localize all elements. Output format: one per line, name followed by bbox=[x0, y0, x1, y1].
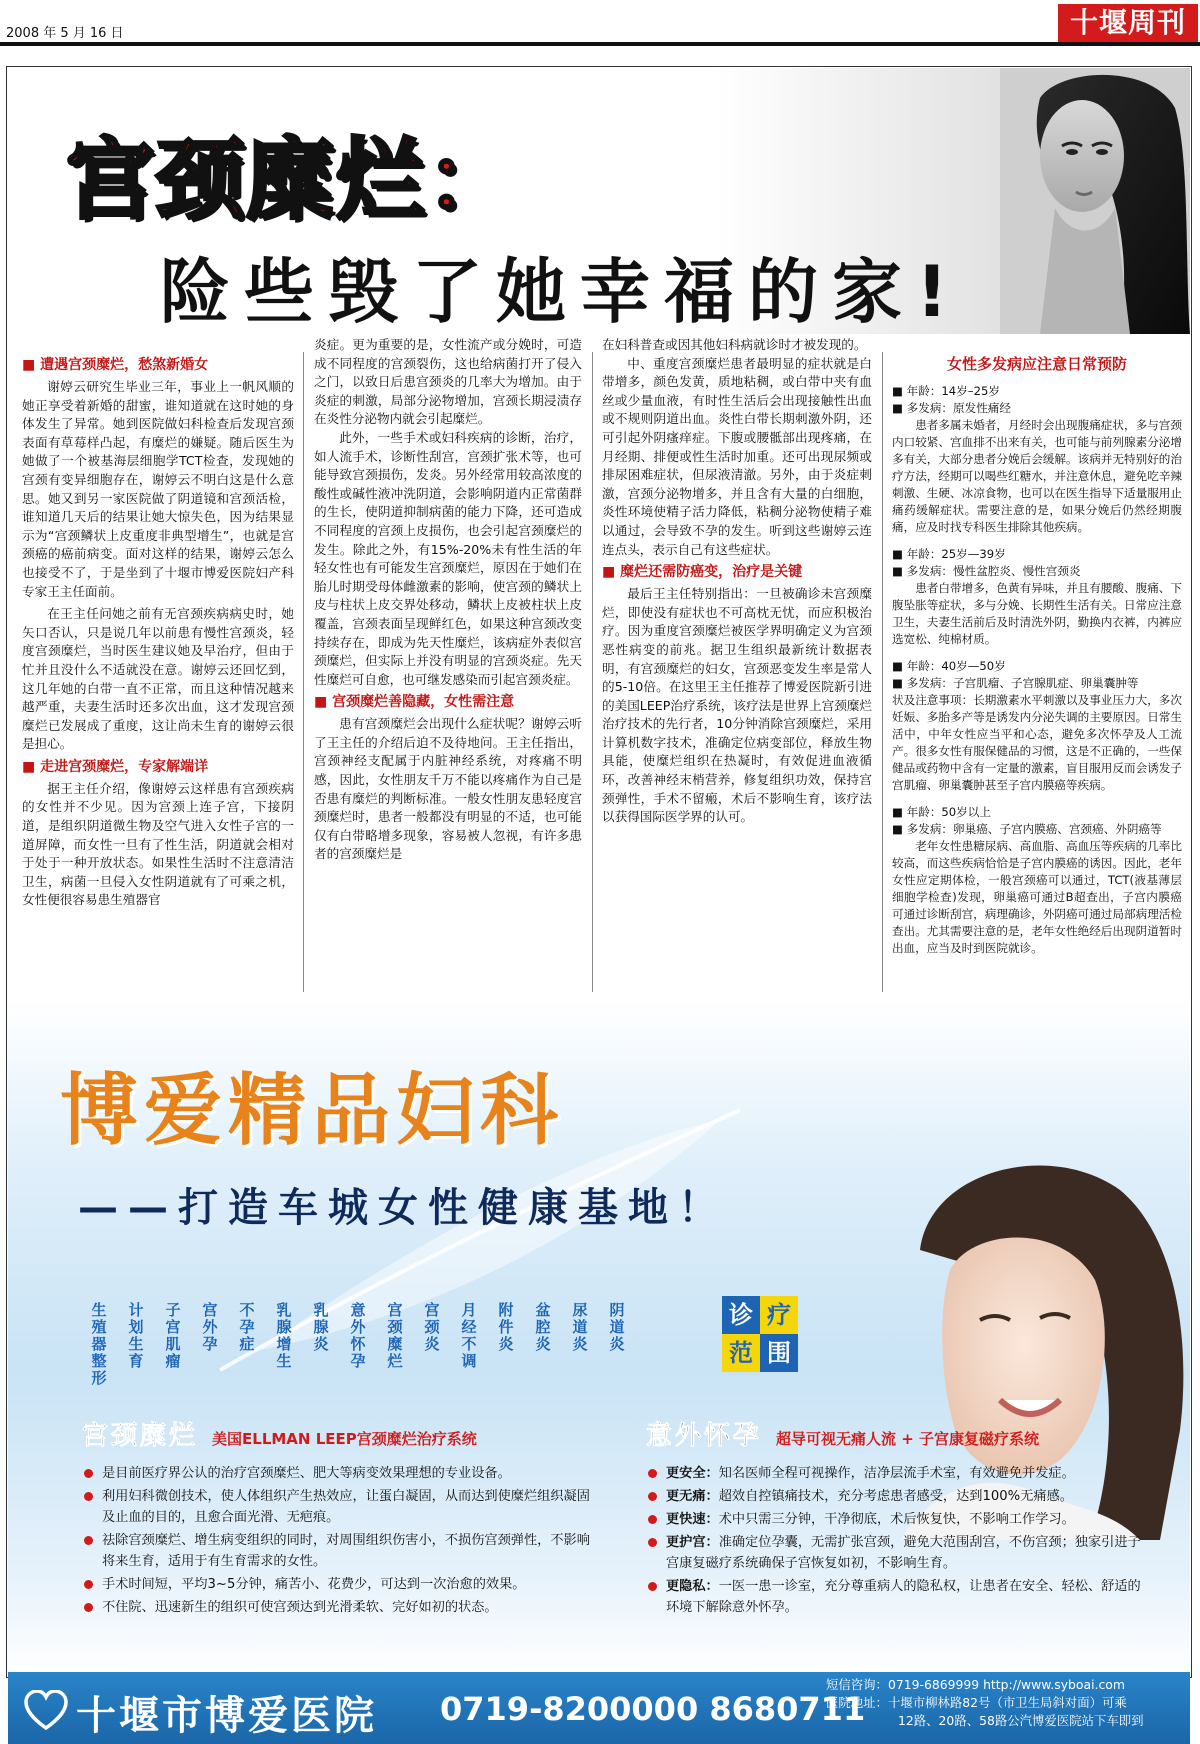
paragraph: 谢婷云研究生毕业三年，事业上一帆风顺的她正享受着新婚的甜蜜，谁知道就在这时她的身体发生了异常。她到医院做妇科检查后发现宫颈表面有草莓样凸起，有糜烂的嫌疑。随后医生为她做了一个被基海层细胞学TCT检查，发现她的宫颈有变异细胞存在，谢婷云不明白这是什么意思。她又到另一家医院做了阴道镜和宫颈活检，谁知道几天后的结果让她大惊失色，因为结果显示为“宫颈鳞状上皮重度非典型增生”，也就是宫颈癌的癌前病变。面对这样的结果，谢婷云怎么也接受不了，于是坐到了十堰市博爱医院妇产科专家王主任面前。 bbox=[22, 379, 294, 599]
service-label: 乳腺增生 bbox=[276, 1301, 292, 1370]
abortion-service-panel bbox=[646, 1421, 1146, 1620]
service-label: 不孕症 bbox=[239, 1301, 255, 1353]
paragraph: 炎症。更为重要的是，女性流产或分娩时，可造成不同程度的宫颈裂伤，这也给病菌打开了侵入之门，以致日后患宫颈炎的几率大为增加。由于炎症的刺激，局部分泌物增加，宫颈长期浸渍存在炎性分泌物内就会引起糜烂。 bbox=[314, 337, 582, 427]
column-divider bbox=[592, 352, 593, 992]
feature-value: 知名医师全程可视操作，洁净层流手术室，有效避免并发症。 bbox=[718, 1466, 1075, 1481]
service-label: 盆腔炎 bbox=[535, 1301, 551, 1353]
issue-date: 2008 年 5 月 16 日 bbox=[6, 26, 124, 41]
bus-line: 12路、20路、58路公汽博爱医院站下车即到 bbox=[898, 1713, 1144, 1728]
service-label: 宫颈炎 bbox=[424, 1301, 440, 1353]
article-column-3 bbox=[602, 336, 872, 827]
service-label: 宫颈糜烂 bbox=[387, 1301, 403, 1370]
paragraph: 在王主任问她之前有无宫颈疾病病史时，她矢口否认，只是说几年以前患有慢性宫颈炎，轻度宫颈糜烂，当时医生建议她及早治疗，但由于忙并且没什么不适就没在意。谢婷云还回忆到，这几年她的白带一直不正常，而且这种情况越来越严重，夫妻生活时还多次出血，这才发现宫颈糜烂已发展成了重度，这让尚未生育的谢婷云很是担心。 bbox=[22, 606, 294, 752]
panel-heading: 宫颈糜烂 bbox=[82, 1421, 199, 1451]
feature-key: 更护宫： bbox=[666, 1535, 719, 1550]
ad-subheadline: ——打造车城女性健康基地！ bbox=[78, 1185, 728, 1231]
service-label: 尿道炎 bbox=[572, 1301, 588, 1353]
list-item bbox=[646, 1486, 1146, 1507]
hotline-numbers: 0719-8200000 8680711 bbox=[440, 1690, 866, 1728]
cervical-erosion-panel bbox=[82, 1421, 592, 1620]
feature-value: 一医一患一诊室，充分尊重病人的隐私权，让患者在安全、轻松、舒适的环境下解除意外怀孕。 bbox=[666, 1579, 1141, 1615]
service-label: 意外怀孕 bbox=[350, 1301, 366, 1370]
disease-line: ■ 多发病：原发性痛经 bbox=[892, 401, 1011, 415]
feature-value: 术中只需三分钟，干净彻底，术后恢复快，不影响工作学习。 bbox=[718, 1512, 1075, 1527]
service-label: 乳腺炎 bbox=[313, 1301, 329, 1353]
headline-secondary: 险些毁了她幸福的家! bbox=[160, 251, 962, 333]
article-column-1 bbox=[22, 352, 294, 910]
prevention-sidebar bbox=[892, 352, 1182, 967]
paragraph: 此外，一些手术或妇科疾病的诊断，治疗，如人流手术，诊断性刮宫，宫颈扩张术等，也可能导致宫颈损伤，发炎。另外经常用较高浓度的酸性或碱性液冲洗阴道，会影响阴道内正常菌群的生长，使阴道抑制病菌的能力下降，还可造成不同程度的宫颈上皮损伤，也会引起宫颈糜烂的发生。除此之外，有15%-20%未有性生活的年轻女性也有可能发生宫颈糜烂，原因在于她们在胎儿时期受母体雌激素的影响，使宫颈的鳞状上皮与柱状上皮交界处移动，鳞状上皮被柱状上皮覆盖，宫颈表面呈现鲜红色，如果这种宫颈改变持续存在，即成为先天性糜烂，该病症外表似宫颈糜烂，但实际上并没有明显的宫颈炎症。先天性糜烂可自愈，也可继发感染而引起宫颈炎症。 bbox=[314, 429, 582, 687]
service-label: 生殖器整形 bbox=[91, 1301, 107, 1387]
scope-char: 范 bbox=[722, 1334, 760, 1372]
feature-key: 更快速： bbox=[666, 1512, 719, 1527]
list-item: 是目前医疗界公认的治疗宫颈糜烂、肥大等病变效果理想的专业设备。 bbox=[82, 1463, 592, 1484]
age-block bbox=[892, 383, 1182, 536]
sidebar-title: 女性多发病应注意日常预防 bbox=[946, 355, 1127, 373]
paragraph: 患有宫颈糜烂会出现什么症状呢？谢婷云听了王主任的介绍后迫不及待地问。王主任指出，宫颈神经支配属于内脏神经系统，对疼痛不明感，因此，女性朋友千万不能以疼痛作为自己是否患有糜烂的判断标准。一般女性朋友患轻度宫颈糜烂时，患者一般都没有明显的不适，也可能仅有白带略增多现象，容易被人忽视，有许多患者的宫颈糜烂是 bbox=[314, 716, 582, 862]
age-block bbox=[892, 804, 1182, 957]
list-item bbox=[646, 1463, 1146, 1484]
scope-char: 疗 bbox=[760, 1296, 798, 1334]
feature-key: 更安全： bbox=[666, 1466, 719, 1481]
panel-subheading: 美国ELLMAN LEEP宫颈糜烂治疗系统 bbox=[212, 1430, 477, 1448]
paragraph: 患者白带增多，色黄有异味，并且有腰酸、腹痛、下腹坠胀等症状，多与分娩、长期性生活有关。日常应注意卫生，夫妻生活前后及时清洗外阴，勤换内衣裤，内裤应选宽松、纯棉材质。 bbox=[892, 581, 1182, 646]
heart-logo-icon bbox=[24, 1690, 68, 1730]
age-line: ■ 年龄：14岁–25岁 bbox=[892, 384, 1000, 398]
paragraph: 患者多属未婚者，月经时会出现腹痛症状，多与宫颈内口较紧、宫血排不出来有关，也可能与前列腺素分泌增多有关，大部分患者分娩后会缓解。该病并无特别好的治疗方法，经期可以喝些红糖水，并注意休息，避免吃辛辣刺激、生硬、冰凉食物，也可以在医生指导下适量服用止痛药缓解症状。需要注意的是，如果分娩后仍然经期腹痛，应及时找专科医生排除其他疾病。 bbox=[892, 418, 1182, 534]
scope-char: 围 bbox=[760, 1334, 798, 1372]
paragraph: 中、重度宫颈糜烂患者最明显的症状就是白带增多，颜色发黄，质地粘稠，或白带中夹有血丝或少量血液，有时性生活后会出现接触性出血或不规则阴道出血。炎性白带长期刺激外阴，还可引起外阴瘙痒症。下腹或腰骶部出现疼痛，在月经期、排便或性生活时加重。还可出现尿频或排尿困难症状，但尿液清澈。另外，由于炎症刺激，宫颈分泌物增多，并且含有大量的白细胞，炎性环境使精子活力降低，粘稠分泌物使精子难以通过，会导致不孕的发生。听到这些谢婷云连连点头，表示自己有这些症状。 bbox=[602, 355, 872, 557]
article-column-2 bbox=[314, 336, 582, 864]
masthead-logo: 十堰周刊 bbox=[1058, 4, 1198, 42]
list-item bbox=[646, 1532, 1146, 1574]
feature-value: 准确定位孕囊，无需扩张宫颈，避免大范围刮宫，不伤宫颈；独家引进子宫康复磁疗系统确保子宫恢复如初，不影响生育。 bbox=[666, 1535, 1141, 1571]
paragraph: 据王主任介绍，像谢婷云这样患有宫颈疾病的女性并不少见。因为宫颈上连子宫，下接阴道，是组织阴道微生物及空气进入女性子宫的一道屏障，而女性一旦有了性生活，阴道就会相对于处于一种开放状态。如果性生活时不注意清洁卫生，病菌一旦侵入女性阴道就有了可乘之机，女性便很容易患生殖器官 bbox=[22, 780, 294, 908]
column-divider bbox=[303, 352, 304, 992]
paragraph: 老年女性患糖尿病、高血脂、高血压等疾病的几率比较高，而这些疾病恰恰是子宫内膜癌的诱因。因此，老年女性应定期体检，一般宫颈癌可以通过，TCT(液基薄层细胞学检查)发现，卵巢癌可通过B超查出，子宫内膜癌可通过诊断刮宫，病理确诊，外阴癌可通过局部病理活检查出。尤其需要注意的是，老年女性绝经后出现阴道暂时出血，应当及时到医院就诊。 bbox=[892, 839, 1182, 955]
service-label: 月经不调 bbox=[461, 1301, 477, 1370]
woman-portrait-image bbox=[1000, 68, 1190, 334]
disease-line: ■ 多发病：慢性盆腔炎、慢性宫颈炎 bbox=[892, 564, 1081, 578]
service-label: 附件炎 bbox=[498, 1301, 514, 1353]
feature-list bbox=[646, 1463, 1146, 1618]
section-heading: ■ 宫颈糜烂善隐藏，女性需注意 bbox=[314, 691, 582, 713]
service-label: 阴道炎 bbox=[609, 1301, 625, 1353]
section-heading: ■ 糜烂还需防癌变，治疗是关键 bbox=[602, 561, 872, 583]
sms-website-line: 短信咨询：0719-6869999 http://www.syboai.com bbox=[826, 1677, 1125, 1692]
paragraph: 在妇科普查或因其他妇科病就诊时才被发现的。 bbox=[602, 337, 867, 352]
panel-heading: 意外怀孕 bbox=[646, 1421, 763, 1451]
headline-primary: 宫颈糜烂： bbox=[66, 128, 517, 231]
disease-line: ■ 多发病：卵巢癌、子宫内膜癌、宫颈癌、外阴癌等 bbox=[892, 822, 1162, 836]
list-item bbox=[646, 1509, 1146, 1530]
list-item: 不住院、迅速新生的组织可使宫颈达到光滑柔软、完好如初的状态。 bbox=[82, 1597, 592, 1618]
age-line: ■ 年龄：25岁—39岁 bbox=[892, 547, 1006, 561]
section-heading: ■ 遭遇宫颈糜烂，愁煞新婚女 bbox=[22, 354, 294, 376]
paragraph: 状及注意事项：长期激素水平刺激以及事业压力大，多次妊娠、多胎多产等是诱发内分泌失调的主要原因。日常生活中，中年女性应当平和心态，避免多次怀孕及人工流产。很多女性有服保健品的习惯，这是不正确的，一些保健品或药物中含有一定量的激素，盲目服用反而会诱发子宫肌瘤、卵巢囊肿甚至子宫内膜癌等疾病。 bbox=[892, 693, 1182, 792]
service-label: 子宫肌瘤 bbox=[165, 1301, 181, 1370]
feature-key: 更无痛： bbox=[666, 1489, 719, 1504]
service-label: 计划生育 bbox=[128, 1301, 144, 1370]
scope-badge bbox=[722, 1296, 798, 1372]
ad-headline: 博爱精品妇科 bbox=[60, 1066, 565, 1156]
header-rule bbox=[0, 42, 1200, 46]
list-item: 祛除宫颈糜烂、增生病变组织的同时，对周围组织伤害小，不损伤宫颈弹性，不影响将来生育，适用于有生育需求的女性。 bbox=[82, 1530, 592, 1572]
list-item: 利用妇科微创技术，使人体组织产生热效应，让蛋白凝固，从而达到使糜烂组织凝固及止血的目的，且愈合面光滑、无疤痕。 bbox=[82, 1486, 592, 1528]
age-line: ■ 年龄：50岁以上 bbox=[892, 805, 991, 819]
disease-line: ■ 多发病：子宫肌瘤、子宫腺肌症、卵巢囊肿等 bbox=[892, 676, 1139, 690]
age-line: ■ 年龄：40岁—50岁 bbox=[892, 659, 1006, 673]
feature-key: 更隐私： bbox=[666, 1579, 719, 1594]
panel-subheading: 超导可视无痛人流 + 子宫康复磁疗系统 bbox=[776, 1430, 1040, 1448]
feature-list bbox=[82, 1463, 592, 1618]
column-divider bbox=[882, 352, 883, 992]
feature-value: 超效自控镇痛技术，充分考虑患者感受，达到100%无痛感。 bbox=[718, 1489, 1073, 1504]
list-item bbox=[646, 1576, 1146, 1618]
scope-char: 诊 bbox=[722, 1296, 760, 1334]
address-line: 医院地址：十堰市柳林路82号（市卫生局斜对面）可乘 bbox=[826, 1695, 1127, 1710]
list-item: 手术时间短，平均3~5分钟，痛苦小、花费少，可达到一次治愈的效果。 bbox=[82, 1574, 592, 1595]
hospital-name: 十堰市博爱医院 bbox=[76, 1693, 377, 1739]
age-block bbox=[892, 658, 1182, 794]
contact-info bbox=[826, 1676, 1144, 1730]
age-block bbox=[892, 546, 1182, 648]
section-heading: ■ 走进宫颈糜烂，专家解端详 bbox=[22, 756, 294, 778]
service-label: 宫外孕 bbox=[202, 1301, 218, 1353]
paragraph: 最后王主任特别指出：一旦被确诊未宫颈糜烂，即使没有症状也不可高枕无忧，而应积极治疗。因为重度宫颈糜烂被医学界明确定义为宫颈恶性病变的前兆。据卫生组织最新统计数据表明，有宫颈糜烂的妇女，宫颈恶变发生率是常人的5-10倍。在这里王主任推荐了博爱医院新引进的美国LEEP治疗系统，该疗法是世界上宫颈糜烂治疗技术的先行者，10分钟消除宫颈糜烂，采用计算机数字技术，准确定位病变部位，释放生物具能，使糜烂组织在热凝时，有效促进血液循环，改善神经末梢营养，修复组织功效，保持宫颈弹性，手术不留瘢，术后不影响生育，该疗法以获得国际医学界的认可。 bbox=[602, 586, 872, 825]
